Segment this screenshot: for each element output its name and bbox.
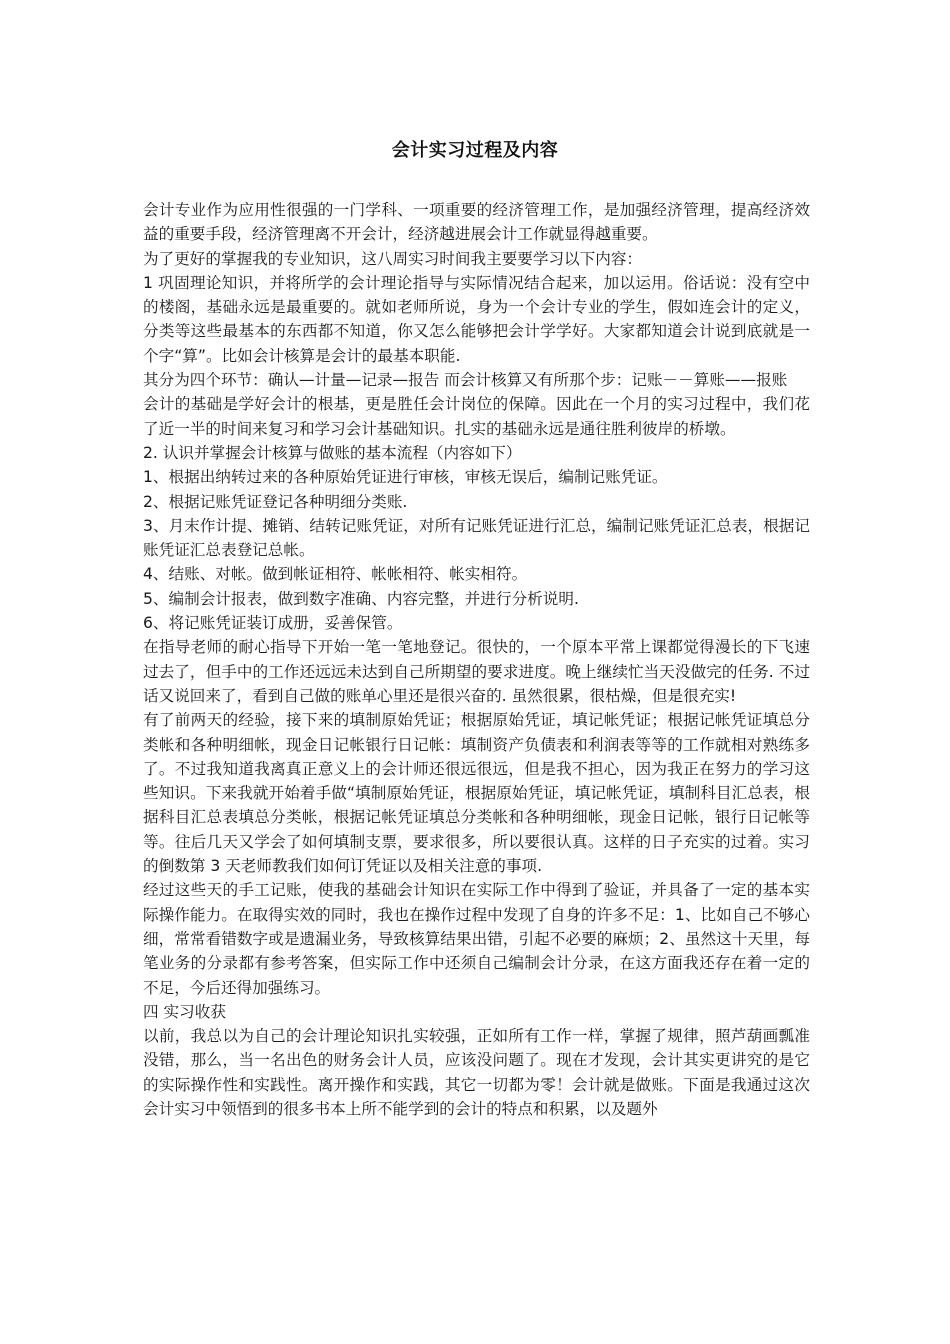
list-item: 4、结账、对帐。做到帐证相符、帐帐相符、帐实相符。 bbox=[143, 565, 528, 584]
list-item: 3、月末作计提、摊销、结转记账凭证，对所有记账凭证进行汇总，编制记账凭证汇总表，根据记账凭证汇总表登记总帐。 bbox=[143, 516, 810, 560]
paragraph: 会计专业作为应用性很强的一门学科、一项重要的经济管理工作，是加强经济管理，提高经济效益的重要手段，经济管理离不开会计，经济越进展会计工作就显得越重要。 bbox=[143, 201, 810, 244]
paragraph: 其分为四个环节：确认—计量—记录—报告 而会计核算又有所那个步：记账－－算账——报账 bbox=[143, 371, 788, 390]
list-item: 2、根据记账凭证登记各种明细分类账. bbox=[143, 492, 408, 511]
paragraph: 会计的基础是学好会计的根基，更是胜任会计岗位的保障。因此在一个月的实习过程中，我们花了近一半的时间来复习和学习会计基础知识。扎实的基础永远是通往胜利彼岸的桥墩。 bbox=[143, 395, 810, 438]
paragraph: 为了更好的掌握我的专业知识，这八周实习时间我主要要学习以下内容： bbox=[143, 249, 643, 268]
paragraph: 有了前两天的经验，接下来的填制原始凭证；根据原始凭证，填记帐凭证；根据记帐凭证填总分类帐和各种明细帐，现金日记帐银行日记帐：填制资产负债表和利润表等等的工作就相对熟练多了。不过我知道我离真正意义上的会计师还很远很远，但是我不担心，因为我正在努力的学习这些知识。下来我就开始着手做“填制原始凭证，根据原始凭证，填记帐凭证，填制科目汇总表，根据科目汇总表填总分类帐，根据记帐凭证填总分类帐和各种明细帐，现金日记帐，银行日记帐等等。往后几天又学会了如何填制支票，要求很多，所以要很认真。这样的日子充实的过着。实习的倒数第 3 天老师教我们如何订凭证以及相关注意的事项. bbox=[143, 711, 810, 876]
paragraph: 1 巩固理论知识，并将所学的会计理论指导与实际情况结合起来，加以运用。俗话说：没有空中的楼阁，基础永远是最重要的。就如老师所说，身为一个会计专业的学生，假如连会计的定义，分类等这些最基本的东西都不知道，你又怎么能够把会计学学好。大家都知道会计说到底就是一个字“算”。比如会计核算是会计的最基本职能. bbox=[143, 273, 810, 365]
section-heading: 四 实习收获 bbox=[143, 1002, 226, 1021]
paragraph: 以前，我总以为自己的会计理论知识扎实较强，正如所有工作一样，掌握了规律，照芦葫画瓢准没错，那么，当一名出色的财务会计人员，应该没问题了。现在才发现，会计其实更讲究的是它的实际操作性和实践性。离开操作和实践，其它一切都为零！会计就是做账。下面是我通过这次会计实习中领悟到的很多书本上所不能学到的会计的特点和积累，以及题外 bbox=[143, 1027, 810, 1118]
list-item: 6、将记账凭证装订成册，妥善保管。 bbox=[143, 614, 403, 633]
paragraph: 在指导老师的耐心指导下开始一笔一笔地登记。很快的，一个原本平常上课都觉得漫长的下飞速过去了，但手中的工作还远远未达到自己所期望的要求进度。晚上继续忙当天没做完的任务. 不过话又说回来了，看到自己做的账单心里还是很兴奋的. 虽然很累，很枯燥，但是很充实! bbox=[143, 638, 810, 705]
document-title: 会计实习过程及内容 bbox=[391, 140, 559, 161]
document-body bbox=[143, 198, 810, 1121]
list-item: 5、编制会计报表，做到数字准确、内容完整，并进行分析说明. bbox=[143, 589, 579, 608]
list-heading: 2. 认识并掌握会计核算与做账的基本流程（内容如下） bbox=[143, 443, 522, 462]
list-item: 1、根据出纳转过来的各种原始凭证进行审核，审核无误后，编制记账凭证。 bbox=[143, 468, 668, 487]
paragraph: 经过这些天的手工记账，使我的基础会计知识在实际工作中得到了验证，并具备了一定的基本实际操作能力。在取得实效的同时，我也在操作过程中发现了自身的许多不足：1、比如自己不够心细，常常看错数字或是遗漏业务，导致核算结果出错，引起不必要的麻烦；2、虽然这十天里，每笔业务的分录都有参考答案，但实际工作中还须自己编制会计分录，在这方面我还存在着一定的不足，今后还得加强练习。 bbox=[143, 881, 810, 997]
